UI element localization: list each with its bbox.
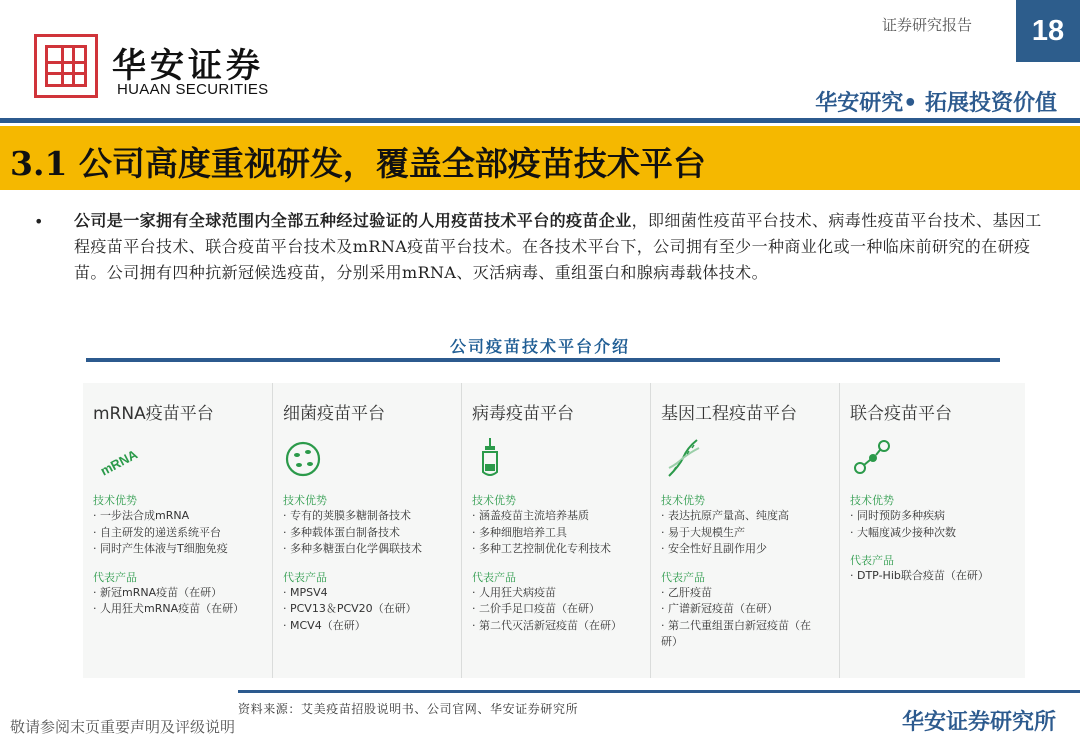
product-item: · 第二代重组蛋白新冠疫苗（在研） bbox=[661, 618, 811, 648]
platform-title: 基因工程疫苗平台 bbox=[661, 404, 797, 424]
advantage-item: · 表达抗原产量高、纯度高 bbox=[661, 509, 789, 522]
platform-card-bacteria bbox=[272, 383, 461, 678]
advantage-item: · 易于大规模生产 bbox=[661, 525, 745, 539]
advantage-item: · 多种载体蛋白制备技术 bbox=[283, 525, 400, 539]
mrna-icon bbox=[93, 436, 139, 482]
platform-card-genetic bbox=[650, 383, 839, 678]
report-type-label: 证券研究报告 bbox=[882, 16, 973, 34]
page-number: 18 bbox=[1016, 0, 1080, 62]
platform-title: 病毒疫苗平台 bbox=[472, 404, 574, 424]
syringe-icon bbox=[472, 436, 518, 482]
section-title: 3.1 公司高度重视研发，覆盖全部疫苗技术平台 bbox=[10, 144, 706, 183]
footer-brand: 华安证券研究所 bbox=[901, 710, 1056, 735]
bacteria-icon bbox=[283, 436, 329, 482]
footer-divider bbox=[238, 690, 1080, 693]
product-item: · 人用狂犬mRNA疫苗（在研） bbox=[93, 602, 245, 615]
advantage-item: · 一步法合成mRNA bbox=[93, 509, 190, 522]
advantage-item: · 安全性好且副作用少 bbox=[661, 542, 767, 555]
advantage-item: · 专有的荚膜多糖制备技术 bbox=[283, 509, 411, 522]
mrna-icon-label: mRNA bbox=[97, 446, 139, 479]
product-item: · 乙肝疫苗 bbox=[661, 585, 712, 599]
advantages-label: 技术优势 bbox=[850, 494, 894, 507]
body-paragraph bbox=[74, 208, 1049, 286]
platform-panel bbox=[83, 383, 1025, 678]
advantage-item: · 同时预防多种疾病 bbox=[850, 509, 945, 522]
advantage-item: · 自主研发的递送系统平台 bbox=[93, 525, 221, 539]
disclaimer-link[interactable]: 敬请参阅末页重要声明及评级说明 bbox=[10, 718, 236, 736]
advantages-label: 技术优势 bbox=[283, 494, 327, 507]
advantage-item: · 涵盖疫苗主流培养基质 bbox=[472, 509, 589, 522]
products-label: 代表产品 bbox=[472, 570, 516, 584]
advantage-item: · 同时产生体液与T细胞免疫 bbox=[93, 542, 228, 555]
product-item: · 新冠mRNA疫苗（在研） bbox=[93, 585, 223, 599]
advantage-item: · 多种细胞培养工具 bbox=[472, 525, 567, 539]
product-item: · 人用狂犬病疫苗 bbox=[472, 585, 556, 599]
source-note: 资料来源：艾美疫苗招股说明书、公司官网、华安证券研究所 bbox=[238, 702, 579, 716]
paragraph-bold-lead: 公司是一家拥有全球范围内全部五种经过验证的人用疫苗技术平台的疫苗企业 bbox=[74, 211, 632, 230]
platform-card-mrna bbox=[83, 383, 272, 678]
product-item: · MPSV4 bbox=[283, 585, 328, 599]
section-title-bar bbox=[0, 126, 1080, 190]
product-item: · 广谱新冠疫苗（在研） bbox=[661, 602, 778, 615]
molecule-icon bbox=[850, 436, 896, 482]
header-slogan: 华安研究• 拓展投资价值 bbox=[815, 91, 1057, 116]
advantages-label: 技术优势 bbox=[472, 494, 516, 507]
figure-title: 公司疫苗技术平台介绍 bbox=[449, 337, 630, 356]
platform-title: 联合疫苗平台 bbox=[850, 404, 952, 424]
products-label: 代表产品 bbox=[93, 570, 137, 584]
brand-name-en: HUAAN SECURITIES bbox=[117, 81, 269, 98]
product-item: · DTP-Hib联合疫苗（在研） bbox=[850, 569, 989, 582]
products-label: 代表产品 bbox=[661, 570, 705, 584]
platform-title: mRNA疫苗平台 bbox=[93, 404, 214, 424]
platform-title: 细菌疫苗平台 bbox=[283, 404, 385, 424]
product-item: · MCV4（在研） bbox=[283, 618, 366, 632]
dna-icon bbox=[661, 436, 707, 482]
product-item: · 二价手足口疫苗（在研） bbox=[472, 602, 600, 615]
product-item: · 第二代灭活新冠疫苗（在研） bbox=[472, 618, 622, 632]
figure-title-rule bbox=[86, 358, 1000, 362]
platform-card-virus bbox=[461, 383, 650, 678]
paragraph-text: ，即细菌性疫苗平台技术、病毒性疫苗平台技术、基因工程疫苗平台技术、联合疫苗平台技术及mRNA疫苗平台技术。在各技术平台下，公司拥有至少一种商业化或一种临床前研究的在研疫苗。公司拥有四种抗新冠候选疫苗，分别采用mRNA、灭活病毒、重组蛋白和腺病毒载体技术。 bbox=[74, 211, 1042, 282]
platform-card-combination bbox=[839, 383, 1025, 678]
products-label: 代表产品 bbox=[283, 570, 327, 584]
advantage-item: · 大幅度减少接种次数 bbox=[850, 525, 956, 539]
product-item: · PCV13＆PCV20（在研） bbox=[283, 602, 417, 615]
products-label: 代表产品 bbox=[850, 554, 894, 567]
huaan-logo-icon bbox=[34, 34, 98, 98]
advantage-item: · 多种工艺控制优化专利技术 bbox=[472, 542, 611, 555]
brand-name-cn: 华安证券 bbox=[112, 46, 264, 86]
advantages-label: 技术优势 bbox=[661, 494, 705, 507]
advantage-item: · 多种多糖蛋白化学偶联技术 bbox=[283, 542, 422, 555]
advantages-label: 技术优势 bbox=[93, 494, 137, 507]
header-divider bbox=[0, 118, 1080, 123]
bullet-point: • bbox=[34, 212, 44, 231]
